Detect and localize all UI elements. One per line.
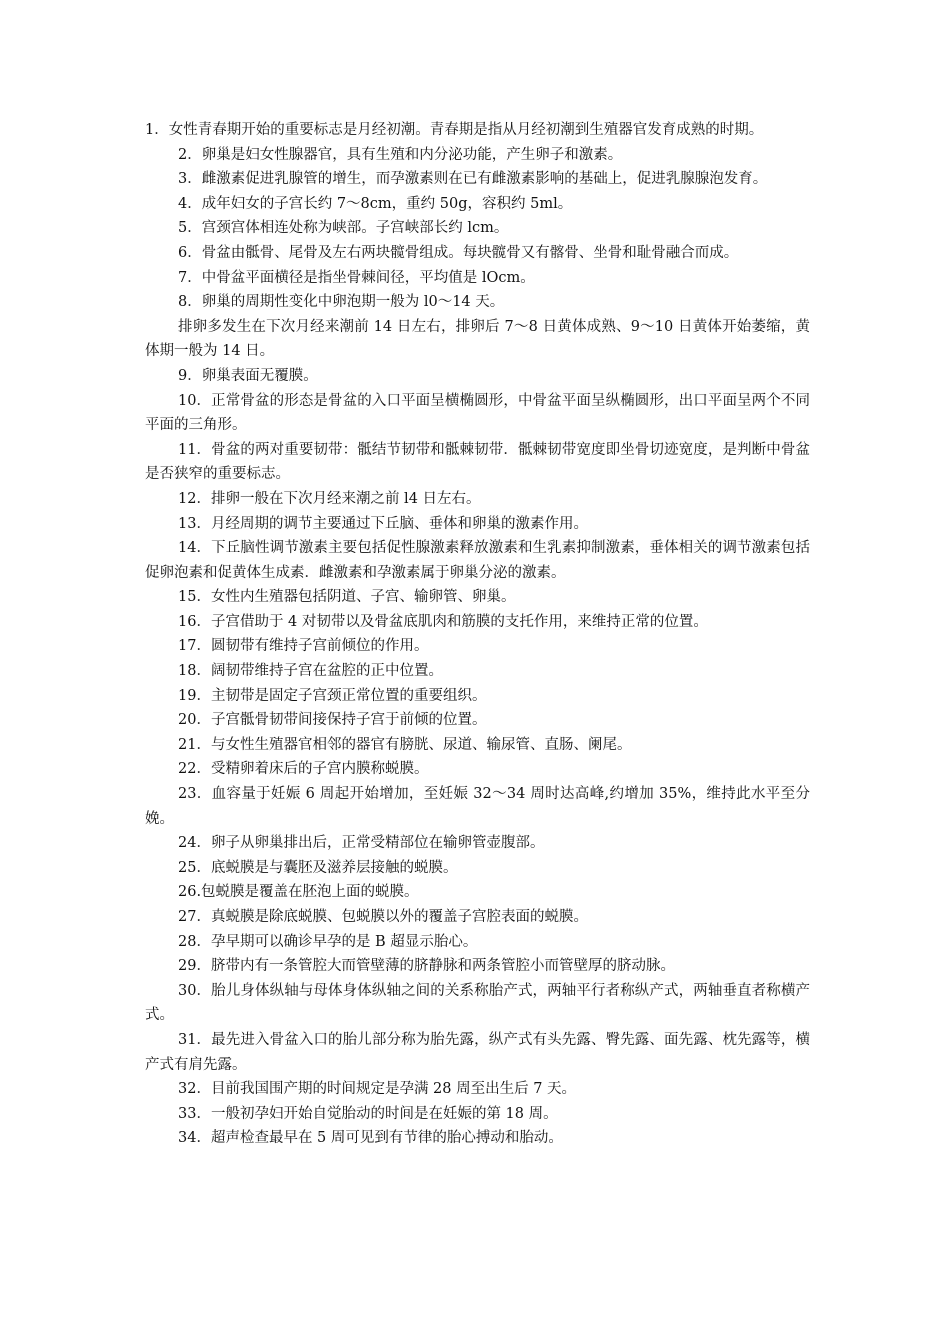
paragraph-6: 6．骨盆由骶骨、尾骨及左右两块髋骨组成。每块髋骨又有髂骨、坐骨和耻骨融合而成。 [178,244,739,261]
paragraph-14: 14．下丘脑性调节激素主要包括促性腺激素释放激素和生乳素抑制激素，垂体相关的调节激素包括促卵泡素和促黄体生成素．雌激素和孕激素属于卵巢分泌的激素。 [145,540,810,581]
paragraph-2: 2．卵巢是妇女性腺器官，具有生殖和内分泌功能，产生卵子和激素。 [178,146,623,163]
paragraph-32: 32．目前我国围产期的时间规定是孕满 28 周至出生后 7 天。 [178,1081,577,1098]
paragraph-29: 29．脐带内有一条管腔大而管壁薄的脐静脉和两条管腔小而管壁厚的脐动脉。 [178,958,675,975]
paragraph-5: 5．宫颈宫体相连处称为峡部。子宫峡部长约 lcm。 [178,220,509,237]
paragraph-26: 26.包蜕膜是覆盖在胚泡上面的蜕膜。 [178,884,419,901]
paragraph-3: 3．雌激素促进乳腺管的增生，而孕激素则在已有雌激素影响的基础上，促进乳腺腺泡发育。 [178,171,768,188]
paragraph-ovulation-note: 排卵多发生在下次月经来潮前 14 日左右，排卵后 7～8 日黄体成熟、9～10 日黄体开始萎缩，黄体期一般为 14 日。 [145,318,810,360]
paragraph-30: 30．胎儿身体纵轴与母体身体纵轴之间的关系称胎产式，两轴平行者称纵产式，两轴垂直者称横产式。 [145,982,810,1024]
paragraph-13: 13．月经周期的调节主要通过下丘脑、垂体和卵巢的激素作用。 [178,515,588,532]
paragraph-28: 28．孕早期可以确诊早孕的是 B 超显示胎心。 [178,933,478,950]
paragraph-7: 7．中骨盆平面横径是指坐骨棘间径，平均值是 lOcm。 [178,269,535,286]
paragraph-4: 4．成年妇女的子宫长约 7～8cm，重约 50g，容积约 5ml。 [178,195,573,212]
paragraph-20: 20．子宫骶骨韧带间接保持子宫于前倾的位置。 [178,712,487,729]
paragraph-10: 10．正常骨盆的形态是骨盆的入口平面呈横椭圆形，中骨盆平面呈纵椭圆形，出口平面呈两个不同平面的三角形。 [145,392,810,434]
paragraph-24: 24．卵子从卵巢排出后，正常受精部位在输卵管壶腹部。 [178,835,545,852]
paragraph-25: 25．底蜕膜是与囊胚及滋养层接触的蜕膜。 [178,859,458,876]
document-body [145,118,810,1151]
paragraph-21: 21．与女性生殖器官相邻的器官有膀胱、尿道、输尿管、直肠、阑尾。 [178,736,632,753]
paragraph-8: 8．卵巢的周期性变化中卵泡期一般为 l0～14 天。 [178,294,505,311]
paragraph-34: 34．超声检查最早在 5 周可见到有节律的胎心搏动和胎动。 [178,1130,563,1147]
paragraph-33: 33．一般初孕妇开始自觉胎动的时间是在妊娠的第 18 周。 [178,1105,558,1122]
paragraph-15: 15．女性内生殖器包括阴道、子宫、输卵管、卵巢。 [178,589,516,606]
paragraph-31: 31．最先进入骨盆入口的胎儿部分称为胎先露，纵产式有头先露、臀先露、面先露、枕先露等，横产式有肩先露。 [145,1031,810,1073]
paragraph-27: 27．真蜕膜是除底蜕膜、包蜕膜以外的覆盖子宫腔表面的蜕膜。 [178,909,588,925]
paragraph-23: 23．血容量于妊娠 6 周起开始增加，至妊娠 32～34 周时达高峰,约增加 35%，维持此水平至分娩。 [145,786,810,827]
paragraph-11: 11．骨盆的两对重要韧带：骶结节韧带和骶棘韧带．骶棘韧带宽度即坐骨切迹宽度，是判断中骨盆是否狭窄的重要标志。 [145,441,810,483]
paragraph-17: 17．圆韧带有维持子宫前倾位的作用。 [178,638,429,655]
paragraph-9: 9．卵巢表面无覆膜。 [178,367,318,384]
paragraph-19: 19．主韧带是固定子宫颈正常位置的重要组织。 [178,687,487,704]
paragraph-16: 16．子宫借助于 4 对韧带以及骨盆底肌肉和筋膜的支托作用，来维持正常的位置。 [178,613,708,630]
paragraph-18: 18．阔韧带维持子宫在盆腔的正中位置。 [178,663,443,680]
paragraph-1: 1．女性青春期开始的重要标志是月经初潮。青春期是指从月经初潮到生殖器官发育成熟的时期。 [145,122,764,138]
paragraph-12: 12．排卵一般在下次月经来潮之前 l4 日左右。 [178,490,481,507]
paragraph-22: 22．受精卵着床后的子宫内膜称蜕膜。 [178,761,429,778]
